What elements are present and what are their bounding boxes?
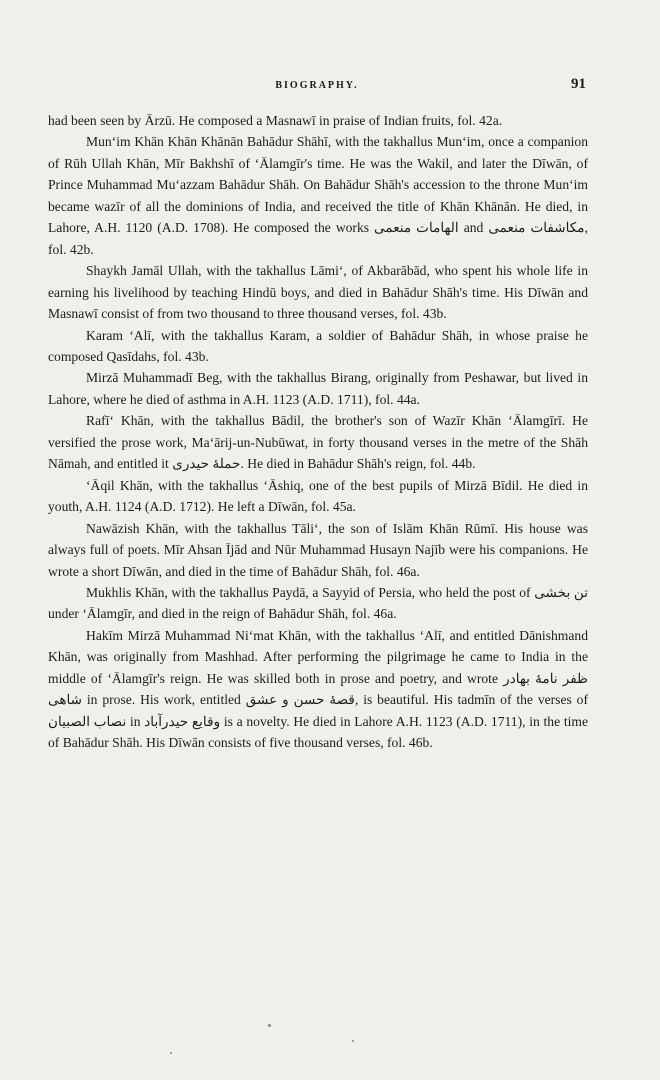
paragraph-jamal-ullah: Shaykh Jamāl Ullah, with the takhallus Lāmi‘, of Akbarābād, who spent his whole life in earning his livelihood by teaching Hindū boys, and died in Bahādur Shāh's time. His Dīwān and Masnawī consist of from two thousand to three thousand verses, fol. 43b. — [48, 263, 588, 322]
paper-speck — [170, 1052, 172, 1054]
paragraph-rafi-khan: Rafī‘ Khān, with the takhallus Bādil, the brother's son of Wazīr Khān ‘Ālamgīrī. He versified the prose work, Ma‘ārij-un-Nubūwat, in forty thousand verses in the metre of the Shāh Nāmah, and entitled it حملهٔ حیدری. He died in Bahādur Shāh's reign, fol. 44b. — [48, 413, 588, 472]
paper-speck — [352, 1040, 354, 1042]
paper-speck — [268, 1024, 271, 1027]
paragraph-mukhlis-khan: Mukhlis Khān, with the takhallus Paydā, a Sayyid of Persia, who held the post of تن بخشی under ‘Ālamgīr, and died in the reign of Bahādur Shāh, fol. 46a. — [48, 584, 588, 622]
page-number: 91 — [571, 76, 586, 92]
body-text — [48, 110, 588, 754]
paragraph-nimat-khan: Hakīm Mirzā Muhammad Ni‘mat Khān, with the takhallus ‘Alī, and entitled Dānishmand Khān, was originally from Mashhad. After performing the pilgrimage he came to India in the middle of ‘Ālamgīr's reign. He was skilled both in prose and poetry, and wrote ظفر نامهٔ بهادر شاهی in prose. His work, entitled قصهٔ حسن و عشق, is beautiful. His tadmīn of the verses of نصاب الصبیان in وقایع حیدرآباد is a novelty. He died in Lahore A.H. 1123 (A.D. 1711), in the time of Bahādur Shāh. His Dīwān consists of five thousand verses, fol. 46b. — [48, 627, 588, 751]
paragraph-continuation: had been seen by Ārzū. He composed a Masnawī in praise of Indian fruits, fol. 42a. — [48, 113, 503, 128]
paragraph-mun-im-khan: Mun‘im Khān Khān Khānān Bahādur Shāhī, with the takhallus Mun‘im, once a companion of Rūh Ullah Khān, Mīr Bakhshī of ‘Ālamgīr's time. He was the Wakil, and later the Dīwān, of Prince Muhammad Mu‘azzam Bahādur Shāh. On Bahādur Shāh's accession to the throne Mun‘im became wazīr of all the dominions of India, and received the title of Khān Khānān. He died, in Lahore, A.H. 1120 (A.D. 1708). He composed the works الهامات منعمی and مکاشفات منعمی, fol. 42b. — [48, 134, 588, 257]
paragraph-karam-ali: Karam ‘Alī, with the takhallus Karam, a soldier of Bahādur Shāh, in whose praise he composed Qasīdahs, fol. 43b. — [48, 327, 588, 364]
paragraph-muhammadi-beg: Mirzā Muhammadī Beg, with the takhallus Birang, originally from Peshawar, but lived in Lahore, where he died of asthma in A.H. 1123 (A.D. 1711), fol. 44a. — [48, 370, 588, 407]
running-head — [48, 76, 586, 96]
running-title: BIOGRAPHY. — [275, 80, 359, 91]
paragraph-aqil-khan: ‘Āqil Khān, with the takhallus ‘Āshiq, one of the best pupils of Mirzā Bīdil. He died in youth, A.H. 1124 (A.D. 1712). He left a Dīwān, fol. 45a. — [48, 477, 588, 515]
paragraph-nawazish-khan: Nawāzish Khān, with the takhallus Tāli‘, the son of Islām Khān Rūmī. His house was always full of poets. Mīr Ahsan Ījād and Nūr Muhammad Husayn Najīb were his companions. He wrote a short Dīwān, and died in the time of Bahādur Shāh, fol. 46a. — [48, 520, 588, 579]
